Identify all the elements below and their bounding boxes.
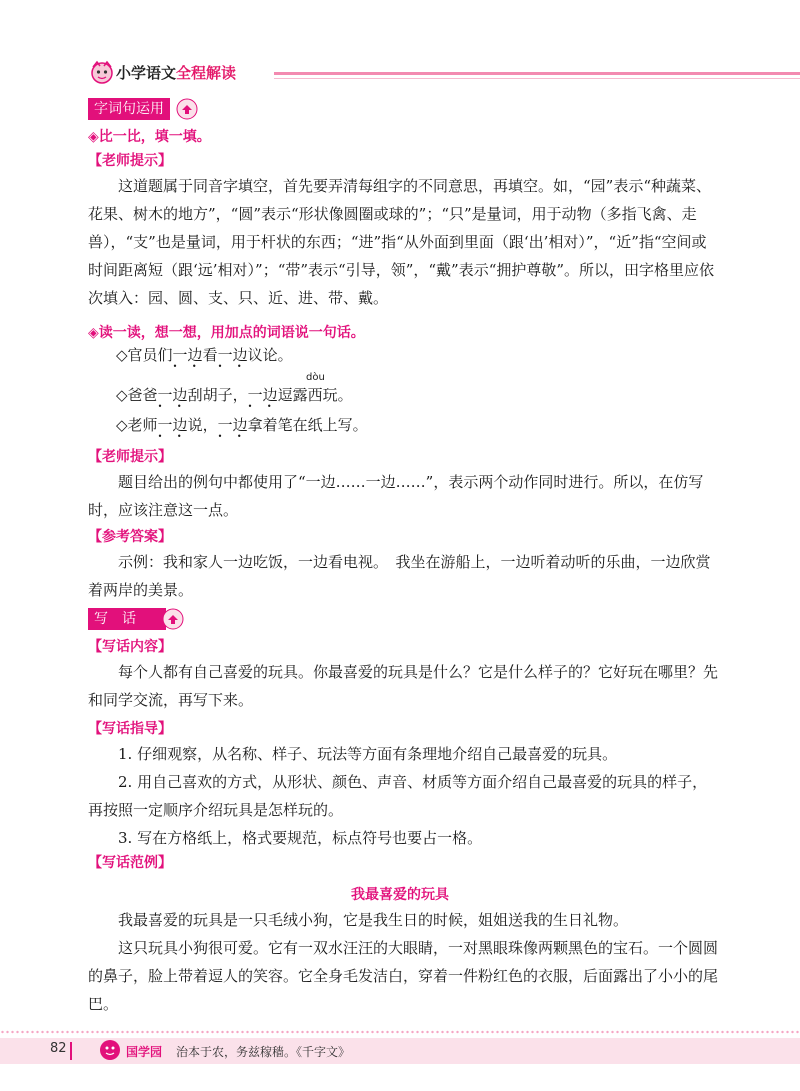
question-compare-fill: ◈比一比，填一填。 (88, 129, 211, 145)
classic-quote: 治本于农，务兹稼穑。《千字文》 (176, 1045, 351, 1059)
writing-guide-label: 【写话指导】 (88, 721, 172, 737)
brand-part-a: 小学语文 (116, 64, 177, 82)
guide-item-2: 2. 用自己喜欢的方式，从形状、颜色、声音、材质等方面介绍自己最喜爱的玩具的样子，再按照一定顺序介绍玩具是怎样玩的。 (88, 773, 708, 819)
guide-item-1: 1. 仔细观察，从名称、样子、玩法等方面有条理地介绍自己最喜爱的玩具。 (118, 745, 618, 763)
ex3-dotted-word-1: 一边 • • (158, 416, 188, 434)
writing-guide-list (88, 740, 720, 852)
teacher-hint-label-1: 【老师提示】 (88, 153, 172, 169)
writing-content-label: 【写话内容】 (88, 639, 172, 655)
ex1-dotted-word-2: 一边 • • (218, 346, 248, 364)
ex1-prefix: ◇官员们 (116, 346, 173, 364)
guide-item-3: 3. 写在方格纸上，格式要规范，标点符号也要占一格。 (118, 829, 483, 847)
section-tag-writing: 写 话 (88, 608, 166, 630)
content-paragraph: 每个人都有自己喜爱的玩具。你最喜爱的玩具是什么？它是什么样子的？它好玩在哪里？先和同学交流，再写下来。 (88, 663, 719, 709)
pinyin-annotation: dòu (306, 372, 325, 383)
page-header (88, 56, 800, 90)
header-rule (274, 72, 800, 75)
answer-paragraph: 示例：我和家人一边吃饭，一边看电视。 我坐在游船上，一边听着动听的乐曲，一边欣赏着两岸的美景。 (88, 553, 711, 599)
hint1-paragraph: 这道题属于同音字填空，首先要弄清每组字的不同意思，再填空。如，“园”表示“种蔬菜、花果、树木的地方”，“圆”表示“形状像圆圈或球的”；“只”是量词，用于动物（多指飞禽、走兽），“支”也是量词，用于杆状的东西；“进”指“从外面到里面（跟‘出’相对）”，“近”指“空间或时间距离短（跟‘远’相对）”；“带”表示“引导，领”，“戴”表示“拥护尊敬”。所以，田字格里应依次填入：园、圆、支、只、近、进、带、戴。 (88, 177, 715, 307)
pointing-hand-icon-2 (162, 608, 184, 630)
ex2-suffix: 逗露西玩。 (277, 386, 353, 404)
teacher-hint-text-2 (88, 468, 720, 524)
ex1-dotted-word-1: 一边 • • (173, 346, 203, 364)
reference-answer-label: 【参考答案】 (88, 529, 172, 545)
brand-title (116, 62, 236, 83)
ex3-prefix: ◇老师 (116, 416, 158, 434)
teacher-hint-text-1 (88, 172, 720, 312)
footer-dotted-rule (0, 1030, 800, 1034)
guoxue-label: 国学园 (126, 1045, 163, 1059)
ex1-suffix: 议论。 (247, 346, 293, 364)
ex2-dotted-word-2: 一边 • • (248, 386, 278, 404)
writing-content-text (88, 658, 720, 714)
example-sentence-2 (116, 384, 353, 405)
ex2-prefix: ◇爸爸 (116, 386, 158, 404)
cartoon-mascot-icon (88, 58, 116, 86)
sample-essay-body (88, 906, 720, 1018)
example-sentence-1 (116, 344, 293, 365)
brand-part-b: 全程解读 (176, 64, 237, 82)
page-number: 82 (50, 1041, 67, 1056)
sample-paragraph-2: 这只玩具小狗很可爱。它有一双水汪汪的大眼睛，一对黑眼珠像两颗黑色的宝石。一个圆圆的鼻子，脸上带着逗人的笑容。它全身毛发洁白，穿着一件粉红色的衣服，后面露出了小小的尾巴。 (88, 939, 719, 1013)
ex3-suffix: 拿着笔在纸上写。 (247, 416, 368, 434)
teacher-hint-label-2: 【老师提示】 (88, 449, 172, 465)
ex2-middle: 刮胡子， (187, 386, 248, 404)
sample-paragraph-1: 我最喜爱的玩具是一只毛绒小狗，它是我生日的时候，姐姐送我的生日礼物。 (118, 911, 629, 929)
writing-sample-label: 【写话范例】 (88, 855, 172, 871)
ex3-middle: 说， (187, 416, 218, 434)
ex1-middle: 看 (202, 346, 218, 364)
reference-answer-text (88, 548, 720, 604)
hint2-paragraph: 题目给出的例句中都使用了“一边……一边……”，表示两个动作同时进行。所以，在仿写时，应该注意这一点。 (88, 473, 704, 519)
ex3-dotted-word-2: 一边 • • (218, 416, 248, 434)
page-number-divider (70, 1042, 72, 1060)
example-sentence-3 (116, 414, 368, 435)
question-read-think: ◈读一读，想一想，用加点的词语说一句话。 (88, 325, 365, 341)
ex2-dotted-word-1: 一边 • • (158, 386, 188, 404)
header-rule-thin (274, 78, 800, 79)
sample-essay-title: 我最喜爱的玩具 (351, 887, 449, 903)
section-tag-vocab: 字词句运用 (88, 98, 170, 120)
pointing-hand-icon (176, 98, 198, 120)
